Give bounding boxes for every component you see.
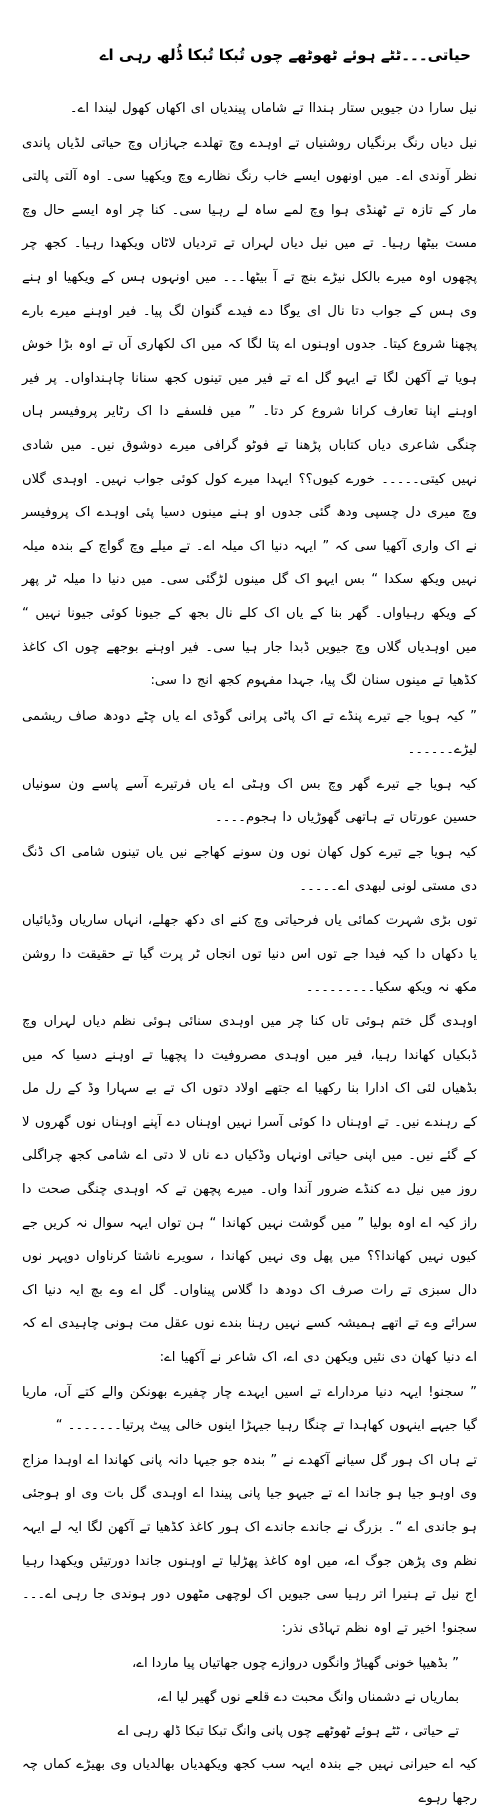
paragraph-quote: ” سجنو! ایہہ دنیا مرداراے تے اسیں ایہدے چار چفیرے بھونکن والے کتے آں، ماریا گیا جیہے اینہوں کھاہدا تے چنگا رہیا جیہڑا اینوں خالی پیٹ پرتیا۔۔۔۔۔۔۔ “ (22, 1384, 477, 1434)
poem-line: ” کیہ ہویا جے تیرے پنڈے تے اک پاٹی پرانی گوڈی اے یاں چٹے دودھ صاف ریشمی لیڑے۔۔۔۔۔۔ (22, 708, 477, 758)
closing-verse-line: کیہ اے حیرانی نہیں جے بندہ ایہہ سب کجھ ویکھدیاں بھالدیاں وی بھیڑے کماں چہ رجھا رہوے (22, 1757, 477, 1806)
article-title: حیاتی۔۔۔ٹٹے ہوئے ٹھوٹھے چوں تُبکا تُبکا ڈُلھ رہی اے (99, 46, 471, 64)
poem-line: توں بڑی شہرت کمائی یاں فرحیاتی وچ کنے ای دکھ جھلے، انہاں ساریاں وڈیائیاں یا دکھاں دا کیہ فیدا جے توں اس دنیا توں انجاں ٹر پرت گیا تے حقیقت دا روشن مکھ نہ ویکھ سکیا۔۔۔۔۔۔۔۔۔ (22, 913, 477, 996)
closing-verse-line: ” بڈھیپا خونی گھیاڑ وانگوں دروازے چوں جھاتیاں پیا ماردا اے، (131, 1656, 459, 1672)
poem-line: کیہ ہویا جے تیرے گھر وچ بس اک وہٹی اے یاں فرتیرے آسے پاسے ون سونیاں حسین عورتاں تے ہاتھی گھوڑیاں دا ہجوم۔۔۔۔ (22, 776, 477, 826)
paragraph-story: نیل دیاں رنگ برنگیاں روشنیاں تے اوہدے وچ تھلدے جہازاں وچ حیاتی لڈیاں پاندی نظر آوندی اے۔ میں اونھوں ایسے خاب رنگ نظارے وچ ویکھیا سی۔ اوہ آلتی پالتی مار کے تازہ تے ٹھنڈی ہوا وچ لمے ساہ لے رہیا سی۔ کنا چر اوہ ایسے حال وچ مست بیٹھا رہیا۔ تے میں نیل دیاں لہراں تے تردیاں لاٹاں ویکھدا رہیا۔ کجھ چر پچھوں اوہ میرے بالکل نیڑے بنچ تے آ بیٹھا۔۔۔ میں اونہوں ہس کے ویکھیا او ہنے وی ہس کے جواب دتا نال ای یوگا دے فیدے گنوان لگ پیا۔ فیر اوہنے میرے بارے پچھنا شروع کیتا۔ جدوں اوہنوں اے پتا لگا کہ میں اک لکھاری آں تے اوہ بڑا خوش ہویا تے آکھن لگا تے ایہو گل اے تے فیر میں تینوں کجھ سنانا چاہنداواں۔ پر فیر اوہنے اپنا تعارف کرانا شروع کر دتا۔ ” میں فلسفے دا اک رٹایر پروفیسر ہاں چنگی شاعری دیاں کتاباں پڑھنا تے فوٹو گرافی میرے دوشوق نیں۔ میں شادی نہیں کیتی۔۔۔۔۔ خورے کیوں؟؟ ایہدا میرے کول کوئی جواب نہیں۔ اوہدی گلاں وچ میری دل چسپی ودھ گئی جدوں او ہنے مینوں دسیا پئی اوہدے اک پروفیسر نے اک واری آکھیا سی کہ ” ایہہ دنیا اک میلہ اے۔ تے میلے وچ گواچ کے بندہ میلہ نہیں ویکھ سکدا “ بس ایہو اک گل مینوں لڑگئی سی۔ میں دنیا دا میلہ ٹر پھر کے ویکھ رہیاواں۔ گھر بنا کے یاں اک کلے نال بجھ کے جیونا کوئی جیونا نہیں “ میں اوہدیاں گلاں وچ جیویں ڈبدا جار ہیا سی۔ فیر اوہنے بوجھے چوں اک کاغذ کڈھیا تے مینوں سنان لگ پیا، جہدا مفہوم کجھ انج دا سی: (22, 135, 477, 689)
paragraph-farewell: تے ہاں اک ہور گل سیانے آکھدے نے ” بندہ جو جیہا دانہ پانی کھاندا اے اوہدا مزاج وی اوہو جیا ہو جاندا اے تے جیہو جیا پانی پیندا اے اوہدی گل بات وی او ہوجئی ہو جاندی اے “۔ بزرگ نے جاندے جاندے اک ہور کاغذ کڈھیا تے آکھن لگا ایہ لے ایہہ نظم وی پڑھن جوگ اے، میں اوہ کاغذ پھڑلیا تے اوہنوں جاندا دورتیئں ویکھدا رہیا اج نیل تے ہنیرا اتر رہیا سی جیویں اک لوچھی مٹھوں دور ہوندی جا رہی اے۔۔۔ سجنو! اخیر تے اوہ نظم تہاڈی نذر: (22, 1452, 477, 1636)
poem-line: کیہ ہویا جے تیرے کول کھان نوں ون سونے کھاجے نیں یاں تینوں شامی اک ڈنگ دی مستی لونی لبھدی اے۔۔۔۔۔ (22, 845, 477, 894)
closing-verse-line: تے حیاتی ، ٹٹے ہوئے ٹھوٹھے چوں پانی وانگ تبکا تبکا ڈلھ رہی اے (117, 1723, 459, 1739)
closing-poem (22, 1647, 477, 1815)
poem-block (22, 700, 477, 1005)
paragraph-philosophy: اوہدی گل ختم ہوئی تاں کنا چر میں اوہدی سنائی ہوئی نظم دیاں لہراں وچ ڈبکیاں کھاندا رہیا، فیر میں اوہدی مصروفیت دا پچھیا تے اوہنے دسیا کہ میں بڈھیاں لئی اک ادارا بنا رکھیا اے جتھے اولاد دتوں اک تے بے سہارا وڈ کے رل مل کے رہندے نیں۔ تے اوہناں دا کوئی آسرا نہیں اوہناں دے آپنے اوہناں نوں گھروں لا کے گئے نیں۔ میں اپنی حیاتی اونہاں وڈکیاں دے ناں لا دتی اے شامی کجھ چراگلی روز میں نیل دے کنڈے ضرور آندا واں۔ میرے پچھن تے کہ اوہدی چنگی صحت دا راز کیہ اے اوہ بولیا ” میں گوشت نہیں کھاندا “ ہن تواں ایہہ سوال نہ کریں جے کیوں نہیں کھاندا؟؟ میں پھل وی نہیں کھاندا ، سویرے ناشتا کرناواں دوپہر نوں دال سبزی تے رات صرف اک دودھ دا گلاس پیناواں۔ گل اے وے بچ ایہ دنیا اک سرائے وے تے اتھے ہمیشہ کسے نہیں رہنا بندے نوں عقل مت ہونی چاہیدی اے کہ اے دنیا کھان دی نئیں ویکھن دی اے، اک شاعر نے آکھیا اے: (22, 1014, 477, 1365)
closing-verse-line: بماریاں نے دشمناں وانگ محبت دے قلعے نوں گھیر لیا اے، (156, 1689, 459, 1705)
paragraph-intro: نیل سارا دن جیویں ستار ہنداا تے شاماں پیندیاں ای اکھاں کھول لیندا اے۔ (69, 101, 477, 116)
